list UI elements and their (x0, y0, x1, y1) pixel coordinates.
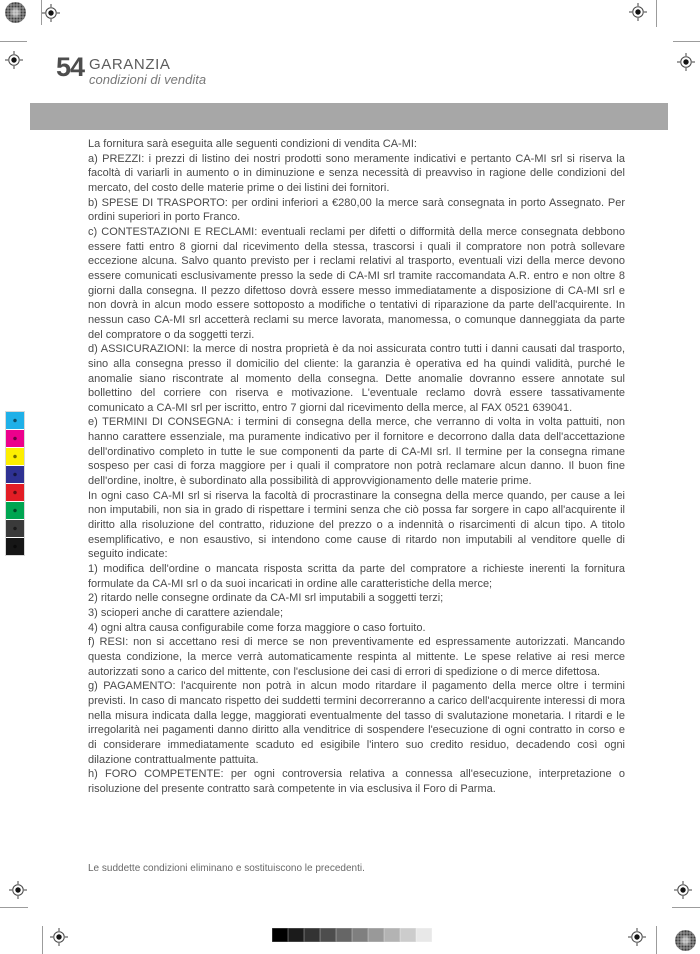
gray-step (416, 928, 432, 942)
conditions-text-block (88, 137, 625, 797)
clause-assicurazioni: d) ASSICURAZIONI: la merce di nostra proprietà è da noi assicurata contro tutti i danni causati dal trasporto, sino alla consegna presso il domicilio del cliente: la garanzia è operativa ed ha quindi validità, purché le anomalie siano riscontrate al momento della consegna. Dette anomalie dovranno essere annotate sul bollettino del corriere con riserva e motivazione. L'eventuale reclamo dovrà essere tassativamente comunicato a CA-MI srl per iscritto, entro 7 giorni dal ricevimento della merce, al FAX 0521 639041. (88, 343, 625, 414)
gray-step (368, 928, 384, 942)
registration-mark-icon (674, 881, 692, 899)
registration-mark-icon (9, 881, 27, 899)
registration-mark-icon (677, 53, 695, 71)
clause-resi: f) RESI: non si accettano resi di merce se non preventivamente ed espressamente autorizzati. Mancando questa condizione, la merce verrà automaticamente respinta al mittente. Le spese relative ai resi merce autorizzati sono a carico del mittente, con l'esclusione dei casi di errori di spedizione o di merce difettosa. (88, 636, 625, 678)
gray-step (272, 928, 288, 942)
clause-termini-consegna: e) TERMINI DI CONSEGNA: i termini di consegna della merce, che verranno di volta in volta pattuiti, non hanno carattere essenziale, ma puramente indicativo per il fornitore e decorrono dalla data dell'accettazione dell'ordinativo completo in tutte le sue componenti da parte di CA-MI srl. Il termine per la consegna rimane sospeso per casi di forza maggiore per i quali il compratore non potrà reclamare alcun danno. Il buon fine dell'ordine, inoltre, è subordinato alla possibilità di approvvigionamento delle materie prime. (88, 416, 625, 488)
cause-ritardo-4: 4) ogni altra causa configurabile come forza maggiore o caso fortuito. (88, 621, 426, 634)
gray-step (304, 928, 320, 942)
clause-contestazioni-reclami: c) CONTESTAZIONI E RECLAMI: eventuali reclami per difetti o difformità della merce consegnata debbono essere fatti entro 8 giorni dal ricevimento della stessa, trascorsi i quali il compratore non potrà sollevare eccezione alcuna. Salvo quanto previsto per i reclami relativi al trasporto, eventuali vizi della merce devono essere comunicati esclusivamente presso la sede di CA-MI srl tramite raccomandata A.R. entro e non oltre 8 giorni dalla consegna. Il pezzo difettoso dovrà essere messo immediatamente a disposizione di CA-MI srl e non dovrà in alcun modo essere sottoposto a modifiche o tentativi di riparazione da parte dell'acquirente. In nessun caso CA-MI srl accetterà reclami su merce lavorata, manomessa, o comunque danneggiata da parte del compratore o da soggetti terzi. (88, 225, 625, 341)
registration-mark-icon (50, 928, 68, 946)
crop-mark (42, 926, 43, 954)
header-gray-bar (30, 103, 668, 130)
crop-mark (41, 0, 42, 25)
crop-mark (673, 41, 700, 42)
clause-spese-trasporto: b) SPESE DI TRASPORTO: per ordini inferiori a €280,00 la merce sarà consegnata in porto Assegnato. Per ordini superiori in porto Franco. (88, 196, 625, 224)
color-swatch-blue (6, 466, 24, 483)
gray-step (336, 928, 352, 942)
crop-mark (656, 0, 657, 27)
cause-ritardo-3: 3) scioperi anche di carattere aziendale; (88, 607, 284, 619)
registration-mark-icon (629, 3, 647, 21)
color-swatch-magenta (6, 430, 24, 447)
page-number: 54 (56, 52, 85, 82)
color-swatch-darkgray (6, 520, 24, 537)
page-title: GARANZIA (89, 56, 171, 73)
crop-mark (0, 41, 27, 42)
color-control-strip (5, 411, 25, 556)
grayscale-control-strip (272, 928, 432, 942)
halftone-dot-target (675, 930, 696, 951)
crop-mark (0, 907, 28, 908)
clause-pagamento: g) PAGAMENTO: l'acquirente non potrà in alcun modo ritardare il pagamento della merce oltre i termini previsti. In caso di mancato rispetto dei suddetti termini decorreranno a carico dell'acquirente interessi di mora nella misura indicata dalla legge, maggiorati eventualmente del tasso di svalutazione monetaria. I ritardi e le irregolarità nei pagamenti danno diritto alla venditrice di sospendere l'esecuzione di ogni contratto in corso e di considerare immediatamente scaduto ed esigibile l'intero suo credito residuo, decadendo così ogni dilazione contrattualmente pattuita. (88, 680, 625, 766)
color-swatch-red (6, 484, 24, 501)
cause-ritardo-1: 1) modifica dell'ordine o mancata risposta scritta da parte del compratore a richieste inerenti la fornitura formulate da CA-MI srl o da suoi incaricati in ordine alle caratteristiche della merce; (88, 563, 625, 590)
page-subtitle: condizioni di vendita (89, 72, 207, 87)
clause-prezzi: a) PREZZI: i prezzi di listino dei nostri prodotti sono meramente indicativi e pertanto CA-MI srl si riserva la facoltà di variarli in aumento o in diminuzione e senza necessità di preavviso in ragione delle condizioni del mercato, del costo delle materie prime o dei listini dei fornitori. (88, 152, 625, 194)
color-swatch-black (6, 538, 24, 555)
color-swatch-cyan (6, 412, 24, 429)
halftone-dot-target (5, 2, 26, 23)
registration-mark-icon (5, 51, 23, 69)
cause-ritardo-2: 2) ritardo nelle consegne ordinate da CA-MI srl imputabili a soggetti terzi; (88, 592, 444, 605)
crop-mark (656, 926, 657, 954)
registration-mark-icon (42, 4, 60, 22)
clause-procrastinazione: In ogni caso CA-MI srl si riserva la facoltà di procrastinare la consegna della merce quando, per cause a lei non imputabili, non sia in grado di rispettare i termini senza che ciò possa far sorgere in capo all'acquirente il diritto alla risoluzione del contratto, riduzione del prezzo o a indennità o risarcimenti di alcun tipo. A titolo esemplificativo, e non esaustivo, si intendono come cause di ritardo non imputabili al venditore quelle di seguito indicate: (88, 489, 625, 561)
gray-step (384, 928, 400, 942)
footer-note: Le suddette condizioni eliminano e sostituiscono le precedenti. (88, 863, 365, 874)
intro-line: La fornitura sarà eseguita alle seguenti condizioni di vendita CA-MI: (88, 138, 417, 150)
gray-step (352, 928, 368, 942)
registration-mark-icon (628, 928, 646, 946)
clause-foro-competente: h) FORO COMPETENTE: per ogni controversia relativa a connessa all'esecuzione, interpretazione o risoluzione del presente contratto sarà competente in via esclusiva il Foro di Parma. (88, 768, 625, 795)
color-swatch-yellow (6, 448, 24, 465)
color-swatch-green (6, 502, 24, 519)
gray-step (288, 928, 304, 942)
gray-step (400, 928, 416, 942)
gray-step (320, 928, 336, 942)
crop-mark (672, 907, 700, 908)
